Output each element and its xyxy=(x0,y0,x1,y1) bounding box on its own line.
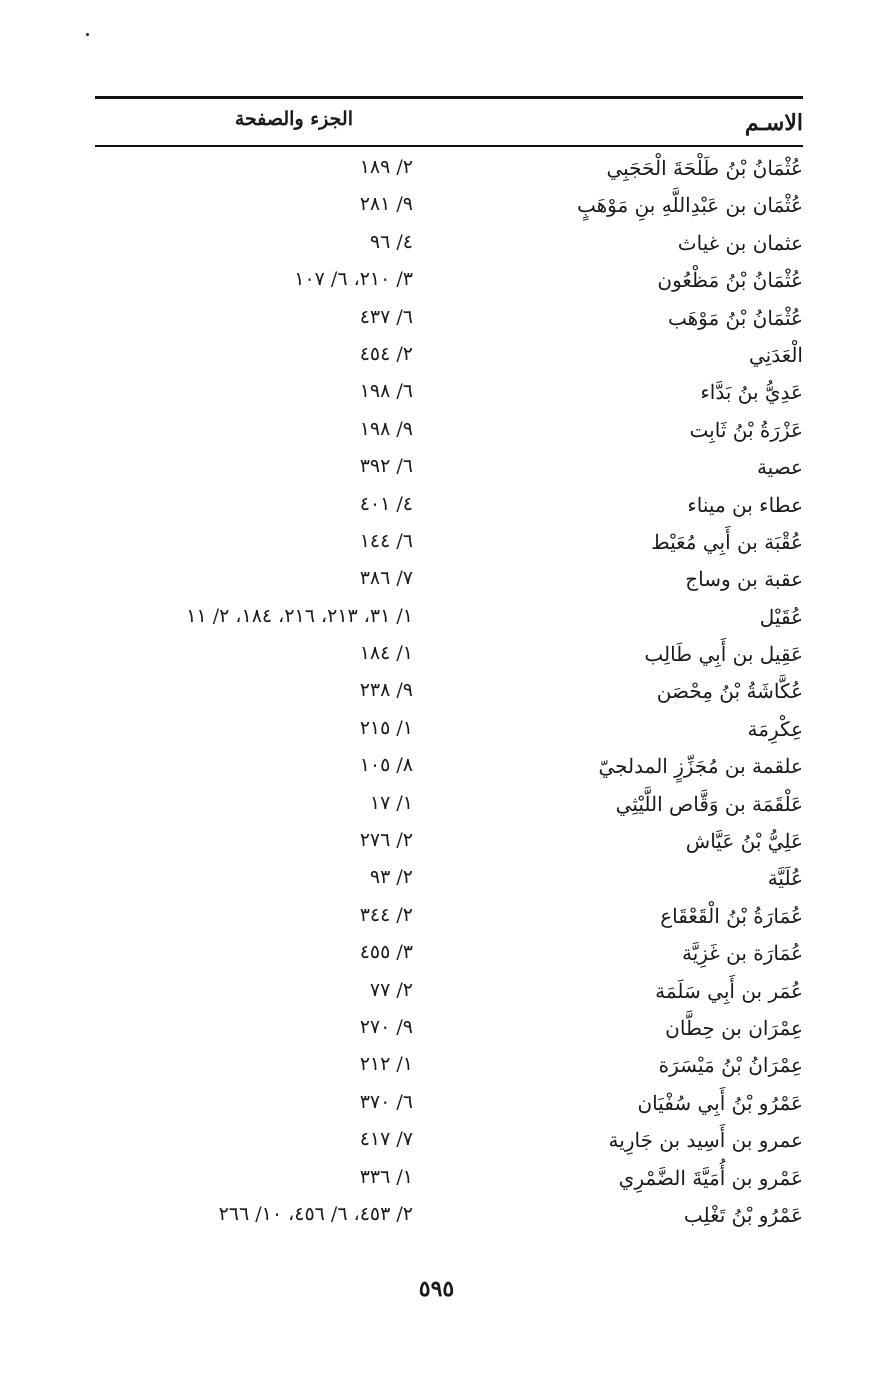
entry-name: عَزْرَةُ بْنُ ثَابِت xyxy=(689,417,803,442)
index-row xyxy=(95,789,803,826)
index-row xyxy=(95,415,803,452)
entry-reference: ٢/ ٤٥٣، ٦/ ٤٥٦، ١٠/ ٢٦٦ xyxy=(218,1202,413,1225)
entry-reference: ٢/ ٣٤٤ xyxy=(359,903,413,926)
index-row xyxy=(95,1125,803,1162)
entry-name: عِكْرِمَة xyxy=(747,716,803,741)
entry-name: عِمْرَان بن حِطَّان xyxy=(665,1015,803,1040)
entry-reference: ٦/ ١٤٤ xyxy=(359,529,413,552)
entry-reference: ٢/ ١٨٩ xyxy=(359,156,413,178)
entry-reference: ٦/ ٣٧٠ xyxy=(359,1090,413,1113)
page-mark xyxy=(86,33,89,36)
index-row xyxy=(95,265,803,302)
entry-reference: ٤/ ٤٠١ xyxy=(359,492,413,515)
entry-reference: ٨/ ١٠٥ xyxy=(359,754,413,777)
index-row xyxy=(95,751,803,788)
entry-reference: ٩/ ٢٧٠ xyxy=(359,1015,413,1038)
entry-reference: ٢/ ٧٧ xyxy=(369,978,413,1001)
entry-name: عُلَيَّة xyxy=(767,866,803,891)
index-row xyxy=(95,826,803,863)
table-header xyxy=(95,104,803,142)
entry-reference: ٦/ ١٩٨ xyxy=(359,380,413,403)
index-row xyxy=(95,153,803,190)
index-row xyxy=(95,228,803,265)
index-row xyxy=(95,938,803,975)
entry-name: عُثْمَانُ بْنُ مَظْعُون xyxy=(657,268,803,293)
entry-name: عَمْرو بن أُمَيَّةَ الضَّمْرِي xyxy=(618,1165,803,1190)
entry-reference: ١/ ١٨٤ xyxy=(359,642,413,665)
entry-reference: ٧/ ٣٨٦ xyxy=(359,567,413,590)
index-row xyxy=(95,1088,803,1125)
index-row xyxy=(95,527,803,564)
index-row xyxy=(95,1013,803,1050)
entry-name: عُمَارَةُ بْنُ الْقَعْقَاع xyxy=(660,903,803,928)
entry-name: عُمَارَة بن غَزِيَّة xyxy=(681,941,803,966)
reference-column-header: الجزء والصفحة xyxy=(234,108,353,130)
entry-name: عِمْرَانُ بْنُ مَيْسَرَة xyxy=(658,1053,803,1078)
entry-reference: ٩/ ٢٣٨ xyxy=(359,679,413,702)
entry-reference: ١/ ٢١٥ xyxy=(359,716,413,739)
entry-name: عقبة بن وساج xyxy=(685,567,803,592)
entry-name: عَلِيُّ بْنُ عَيَّاش xyxy=(685,829,803,854)
top-rule xyxy=(95,96,803,99)
entry-name: عُكَّاشَةُ بْنُ مِحْصَن xyxy=(656,679,803,704)
entry-name: الْعَدَنِي xyxy=(748,342,803,367)
entry-name: عُمَر بن أَبِي سَلَمَة xyxy=(655,978,803,1003)
index-row xyxy=(95,1200,803,1237)
entry-name: عثمان بن غياث xyxy=(677,230,803,255)
index-row xyxy=(95,303,803,340)
entry-name: عَمْرُو بْنُ تَغْلِب xyxy=(683,1202,803,1227)
entry-reference: ٢/ ٩٣ xyxy=(369,866,413,889)
index-row xyxy=(95,602,803,639)
entry-reference: ٦/ ٤٣٧ xyxy=(359,305,413,328)
index-row xyxy=(95,564,803,601)
index-row xyxy=(95,1163,803,1200)
page-number: ٥٩٥ xyxy=(418,1276,455,1302)
entry-name: عَقِيل بن أَبِي طَالِب xyxy=(644,642,803,667)
entry-name: عُقَيْل xyxy=(759,604,803,629)
index-row xyxy=(95,340,803,377)
index-row xyxy=(95,190,803,227)
index-row xyxy=(95,377,803,414)
entry-reference: ٩/ ١٩٨ xyxy=(359,417,413,440)
entry-reference: ٩/ ٢٨١ xyxy=(359,193,413,216)
entry-name: عُقْبَة بن أَبِي مُعَيْط xyxy=(651,529,803,554)
entry-name: علقمة بن مُجَزِّزٍ المدلجيّ xyxy=(598,754,803,779)
index-row xyxy=(95,863,803,900)
entry-name: عطاء بن ميناء xyxy=(687,492,803,517)
entry-name: عُثْمَانُ بْنُ مَوْهَب xyxy=(667,305,803,330)
entry-name: عُثْمَان بن عَبْدِاللَّهِ بنِ مَوْهَبٍ xyxy=(576,193,803,218)
entry-name: عَدِيُّ بنُ بَدَّاء xyxy=(700,380,803,405)
entry-reference: ٣/ ٢١٠، ٦/ ١٠٧ xyxy=(294,268,413,291)
entry-name: عَمْرُو بْنُ أَبِي سُفْيَان xyxy=(637,1090,803,1115)
index-row xyxy=(95,676,803,713)
entry-reference: ٣/ ٤٥٥ xyxy=(359,941,413,964)
entry-name: عَلْقَمَة بن وَقَّاص اللَّيْثِي xyxy=(615,791,803,816)
index-table xyxy=(95,153,803,1237)
entry-reference: ٤/ ٩٦ xyxy=(369,230,413,253)
entry-reference: ١/ ٣٣٦ xyxy=(359,1165,413,1188)
index-row xyxy=(95,901,803,938)
index-row xyxy=(95,1050,803,1087)
index-row xyxy=(95,452,803,489)
entry-reference: ٦/ ٣٩٢ xyxy=(359,455,413,478)
entry-reference: ١/ ١٧ xyxy=(369,791,413,814)
entry-name: عُثْمَانُ بْنُ طَلْحَةَ الْحَجَبِي xyxy=(606,156,803,180)
entry-reference: ٢/ ٤٥٤ xyxy=(359,342,413,365)
entry-reference: ٧/ ٤١٧ xyxy=(359,1128,413,1151)
index-row xyxy=(95,490,803,527)
entry-name: عصية xyxy=(756,455,803,480)
entry-reference: ١/ ٣١، ٢١٣، ٢١٦، ١٨٤، ٢/ ١١ xyxy=(186,604,413,627)
index-row xyxy=(95,976,803,1013)
index-row xyxy=(95,714,803,751)
entry-name: عمرو بن أَسِيد بن جَارِية xyxy=(608,1128,803,1153)
entry-reference: ٢/ ٢٧٦ xyxy=(359,829,413,852)
entry-reference: ١/ ٢١٢ xyxy=(359,1053,413,1076)
header-rule xyxy=(95,145,803,147)
name-column-header: الاسـم xyxy=(744,110,803,136)
index-row xyxy=(95,639,803,676)
